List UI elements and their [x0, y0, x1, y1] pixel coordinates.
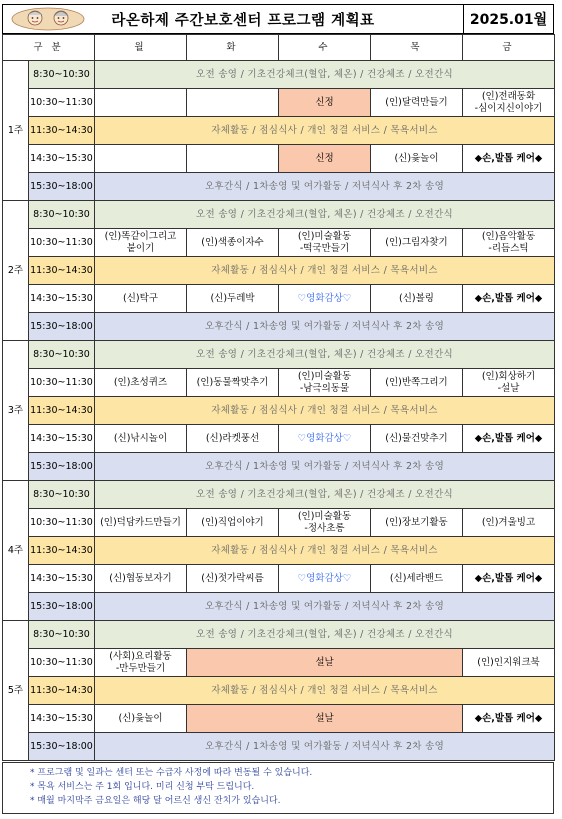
schedule-row — [3, 733, 555, 761]
time-slot: 10:30~11:30 — [29, 509, 95, 537]
schedule-row — [3, 285, 555, 313]
activity-cell: ♡영화감상♡ — [279, 425, 371, 453]
activity-cell: (신)볼링 — [371, 285, 463, 313]
week-label: 5주 — [3, 621, 29, 761]
activity-cell: ♡영화감상♡ — [279, 565, 371, 593]
schedule-row — [3, 313, 555, 341]
logo-icon — [11, 7, 85, 31]
time-slot: 8:30~10:30 — [29, 341, 95, 369]
time-slot: 11:30~14:30 — [29, 257, 95, 285]
time-slot: 10:30~11:30 — [29, 89, 95, 117]
activity-cell: ◆손,발톱 케어◆ — [463, 565, 555, 593]
time-slot: 14:30~15:30 — [29, 565, 95, 593]
time-slot: 10:30~11:30 — [29, 369, 95, 397]
activity-cell: ◆손,발톱 케어◆ — [463, 285, 555, 313]
holiday-cell: 설날 — [187, 705, 463, 733]
activity-cell: (신)두레박 — [187, 285, 279, 313]
page-title: 라온하제 주간보호센터 프로그램 계획표 — [111, 12, 375, 29]
activity-cell: (인)초성퀴즈 — [95, 369, 187, 397]
schedule-row — [3, 425, 555, 453]
common-activity: 오후간식 / 1차송영 및 여가활동 / 저녁식사 후 2차 송영 — [95, 313, 555, 341]
time-slot: 8:30~10:30 — [29, 201, 95, 229]
activity-cell: (인)달력만들기 — [371, 89, 463, 117]
time-slot: 8:30~10:30 — [29, 61, 95, 89]
holiday-cell: 설날 — [187, 649, 463, 677]
activity-cell: (신)젓가락씨름 — [187, 565, 279, 593]
time-slot: 11:30~14:30 — [29, 677, 95, 705]
activity-cell: (인)미술활동 -남극의동물 — [279, 369, 371, 397]
time-slot: 14:30~15:30 — [29, 285, 95, 313]
schedule-body — [3, 61, 555, 761]
common-activity: 오전 송영 / 기초건강체크(혈압, 체온) / 건강체조 / 오전간식 — [95, 201, 555, 229]
schedule-row — [3, 481, 555, 509]
month-label: 2025.01월 — [469, 12, 548, 28]
activity-cell: (인)반쪽그리기 — [371, 369, 463, 397]
activity-cell: (인)덕담카드만들기 — [95, 509, 187, 537]
note-item: * 매월 마지막주 금요일은 해당 달 어르신 생신 잔치가 있습니다. — [30, 796, 281, 806]
activity-cell: (인)색종이자수 — [187, 229, 279, 257]
common-activity: 오전 송영 / 기초건강체크(혈압, 체온) / 건강체조 / 오전간식 — [95, 61, 555, 89]
activity-cell: 신정 — [279, 145, 371, 173]
schedule-row — [3, 257, 555, 285]
activity-cell — [187, 89, 279, 117]
schedule-row — [3, 397, 555, 425]
week-label: 1주 — [3, 61, 29, 201]
schedule-row — [3, 117, 555, 145]
activity-cell: (인)미술활동 -떡국만들기 — [279, 229, 371, 257]
common-activity: 오전 송영 / 기초건강체크(혈압, 체온) / 건강체조 / 오전간식 — [95, 341, 555, 369]
schedule-row — [3, 201, 555, 229]
week-label: 4주 — [3, 481, 29, 621]
common-activity: 자체활동 / 점심식사 / 개인 청결 서비스 / 목욕서비스 — [95, 537, 555, 565]
schedule-row — [3, 61, 555, 89]
activity-cell: (신)세라밴드 — [371, 565, 463, 593]
column-header: 금 — [463, 35, 555, 61]
activity-cell: 신정 — [279, 89, 371, 117]
schedule-row — [3, 145, 555, 173]
activity-cell — [95, 145, 187, 173]
time-slot: 15:30~18:00 — [29, 313, 95, 341]
activity-cell: (인)인지워크북 — [463, 649, 555, 677]
time-slot: 8:30~10:30 — [29, 621, 95, 649]
time-slot: 15:30~18:00 — [29, 733, 95, 761]
common-activity: 오전 송영 / 기초건강체크(혈압, 체온) / 건강체조 / 오전간식 — [95, 621, 555, 649]
week-label: 3주 — [3, 341, 29, 481]
activity-cell — [187, 145, 279, 173]
time-slot: 14:30~15:30 — [29, 705, 95, 733]
activity-cell: (인)전래동화 -심이지신이야기 — [463, 89, 555, 117]
activity-cell: (인)장보기활동 — [371, 509, 463, 537]
time-slot: 11:30~14:30 — [29, 117, 95, 145]
activity-cell: ♡영화감상♡ — [279, 285, 371, 313]
column-header: 구 분 — [3, 35, 95, 61]
schedule-row — [3, 369, 555, 397]
schedule-row — [3, 509, 555, 537]
time-slot: 15:30~18:00 — [29, 173, 95, 201]
time-slot: 10:30~11:30 — [29, 649, 95, 677]
common-activity: 오후간식 / 1차송영 및 여가활동 / 저녁식사 후 2차 송영 — [95, 453, 555, 481]
schedule-row — [3, 705, 555, 733]
activity-cell: (신)윷놀이 — [371, 145, 463, 173]
schedule-row — [3, 649, 555, 677]
activity-cell: (신)낚시놀이 — [95, 425, 187, 453]
schedule-row — [3, 173, 555, 201]
activity-cell: ◆손,발톱 케어◆ — [463, 705, 555, 733]
activity-cell: (인)동물짝맞추기 — [187, 369, 279, 397]
schedule-row — [3, 229, 555, 257]
activity-cell: (신)물건맞추기 — [371, 425, 463, 453]
activity-cell: (신)윷놀이 — [95, 705, 187, 733]
time-slot: 10:30~11:30 — [29, 229, 95, 257]
activity-cell — [95, 89, 187, 117]
activity-cell: ◆손,발톱 케어◆ — [463, 145, 555, 173]
time-slot: 15:30~18:00 — [29, 593, 95, 621]
time-slot: 11:30~14:30 — [29, 397, 95, 425]
column-header: 목 — [371, 35, 463, 61]
activity-cell: ◆손,발톱 케어◆ — [463, 425, 555, 453]
schedule-row — [3, 89, 555, 117]
common-activity: 자체활동 / 점심식사 / 개인 청결 서비스 / 목욕서비스 — [95, 397, 555, 425]
schedule-row — [3, 537, 555, 565]
time-slot: 8:30~10:30 — [29, 481, 95, 509]
time-slot: 14:30~15:30 — [29, 425, 95, 453]
schedule-table — [2, 34, 555, 761]
header-row — [3, 35, 555, 61]
week-label: 2주 — [3, 201, 29, 341]
activity-cell: (신)라켓풍선 — [187, 425, 279, 453]
common-activity: 자체활동 / 점심식사 / 개인 청결 서비스 / 목욕서비스 — [95, 117, 555, 145]
header-title-area — [3, 5, 464, 33]
common-activity: 오전 송영 / 기초건강체크(혈압, 체온) / 건강체조 / 오전간식 — [95, 481, 555, 509]
activity-cell: (인)똑같이그리고 붙이기 — [95, 229, 187, 257]
common-activity: 오후간식 / 1차송영 및 여가활동 / 저녁식사 후 2차 송영 — [95, 593, 555, 621]
time-slot: 11:30~14:30 — [29, 537, 95, 565]
activity-cell: (인)그림자찾기 — [371, 229, 463, 257]
note-item: * 프로그램 및 일과는 센터 또는 수급자 사정에 따라 변동될 수 있습니다. — [30, 768, 313, 778]
activity-cell: (사회)요리활동 -만두만들기 — [95, 649, 187, 677]
column-header: 화 — [187, 35, 279, 61]
schedule-row — [3, 621, 555, 649]
notes — [30, 766, 550, 808]
time-slot: 14:30~15:30 — [29, 145, 95, 173]
activity-cell: (인)회상하기 -설날 — [463, 369, 555, 397]
activity-cell: (인)미술활동 -정사초롱 — [279, 509, 371, 537]
header — [2, 4, 554, 34]
common-activity: 오후간식 / 1차송영 및 여가활동 / 저녁식사 후 2차 송영 — [95, 173, 555, 201]
column-header: 월 — [95, 35, 187, 61]
schedule-row — [3, 677, 555, 705]
common-activity: 자체활동 / 점심식사 / 개인 청결 서비스 / 목욕서비스 — [95, 677, 555, 705]
schedule-row — [3, 453, 555, 481]
column-header: 수 — [279, 35, 371, 61]
note-item: * 목욕 서비스는 주 1회 입니다. 미리 신청 부탁 드립니다. — [30, 782, 255, 792]
schedule-row — [3, 341, 555, 369]
schedule-row — [3, 565, 555, 593]
activity-cell: (인)직업이야기 — [187, 509, 279, 537]
activity-cell: (신)협동보자기 — [95, 565, 187, 593]
common-activity: 자체활동 / 점심식사 / 개인 청결 서비스 / 목욕서비스 — [95, 257, 555, 285]
activity-cell: (신)탁구 — [95, 285, 187, 313]
activity-cell: (인)음악활동 -리듬스틱 — [463, 229, 555, 257]
activity-cell: (인)겨울빙고 — [463, 509, 555, 537]
common-activity: 오후간식 / 1차송영 및 여가활동 / 저녁식사 후 2차 송영 — [95, 733, 555, 761]
schedule-row — [3, 593, 555, 621]
time-slot: 15:30~18:00 — [29, 453, 95, 481]
